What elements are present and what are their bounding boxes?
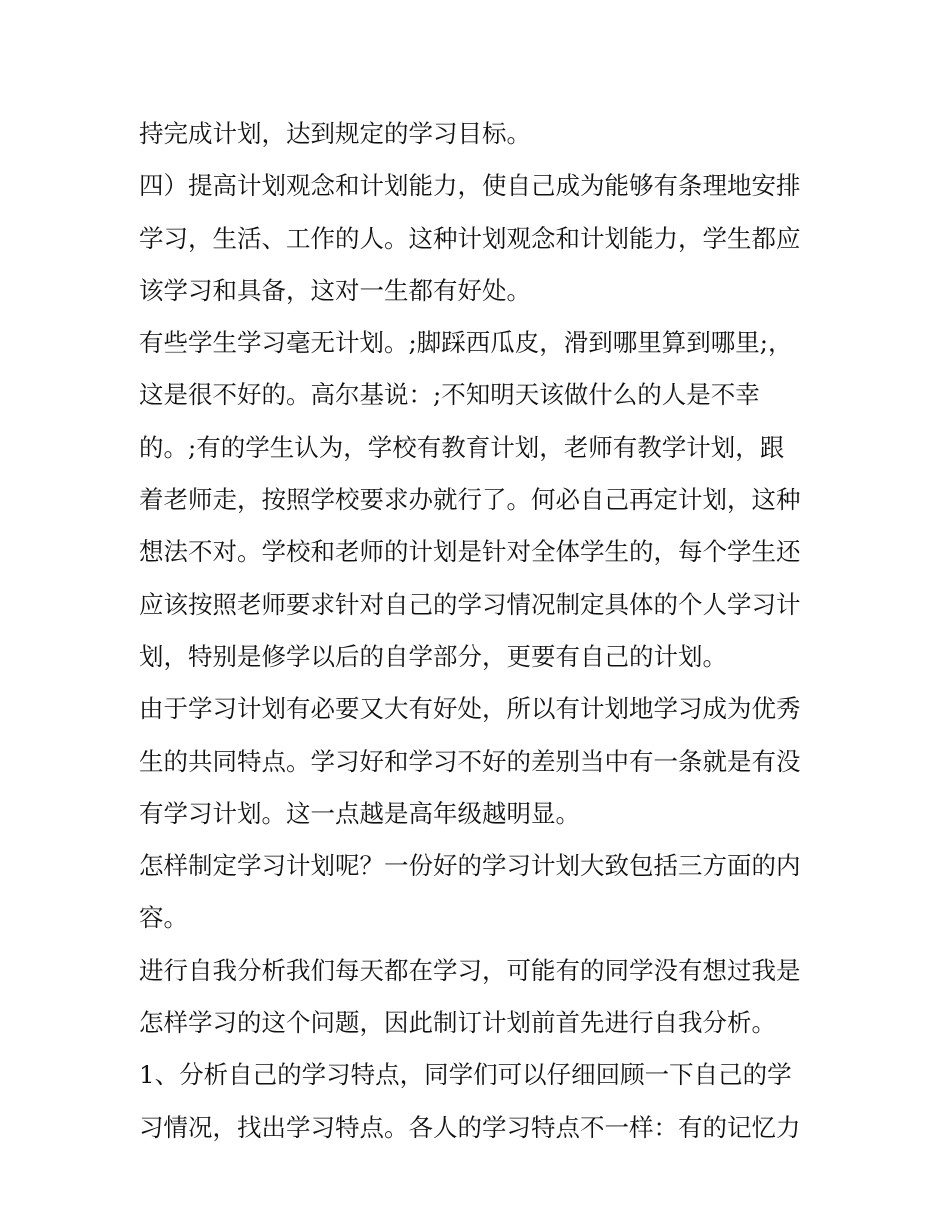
text-line: 应该按照老师要求针对自己的学习情况制定具体的个人学习计: [139, 589, 801, 619]
text-line: 的。;有的学生认为，学校有教育计划，老师有教学计划，跟: [139, 432, 785, 462]
text-line: 学习，生活、工作的人。这种计划观念和计划能力，学生都应: [139, 223, 801, 253]
text-line: 想法不对。学校和老师的计划是针对全体学生的，每个学生还: [139, 537, 801, 567]
text-line: 该学习和具备，这对一生都有好处。: [139, 275, 531, 305]
body-text: [139, 108, 829, 1154]
text-line: 持完成计划，达到规定的学习目标。: [139, 119, 531, 148]
text-line: 划，特别是修学以后的自学部分，更要有自己的计划。: [139, 641, 727, 671]
text-line: 怎样制定学习计划呢？一份好的学习计划大致包括三方面的内: [139, 851, 801, 881]
text-line: 容。: [139, 903, 188, 933]
text-line: 1、分析自己的学习特点，同学们可以仔细回顾一下自己的学: [139, 1060, 792, 1090]
text-line: 四）提高计划观念和计划能力，使自己成为能够有条理地安排: [139, 171, 801, 201]
text-line: 有学习计划。这一点越是高年级越明显。: [139, 798, 580, 828]
text-line: 生的共同特点。学习好和学习不好的差别当中有一条就是有没: [139, 746, 801, 776]
text-line: 着老师走，按照学校要求办就行了。何必自己再定计划，这种: [139, 485, 801, 515]
text-line: 由于学习计划有必要又大有好处，所以有计划地学习成为优秀: [139, 694, 801, 724]
text-line: 有些学生学习毫无计划。;脚踩西瓜皮，滑到哪里算到哪里;，: [139, 328, 793, 358]
text-line: 怎样学习的这个问题，因此制订计划前首先进行自我分析。: [139, 1008, 776, 1038]
text-line: 这是很不好的。高尔基说：;不知明天该做什么的人是不幸: [139, 380, 760, 410]
text-line: 习情况，找出学习特点。各人的学习特点不一样：有的记忆力: [139, 1112, 801, 1142]
text-line: 进行自我分析我们每天都在学习，可能有的同学没有想过我是: [139, 955, 801, 985]
